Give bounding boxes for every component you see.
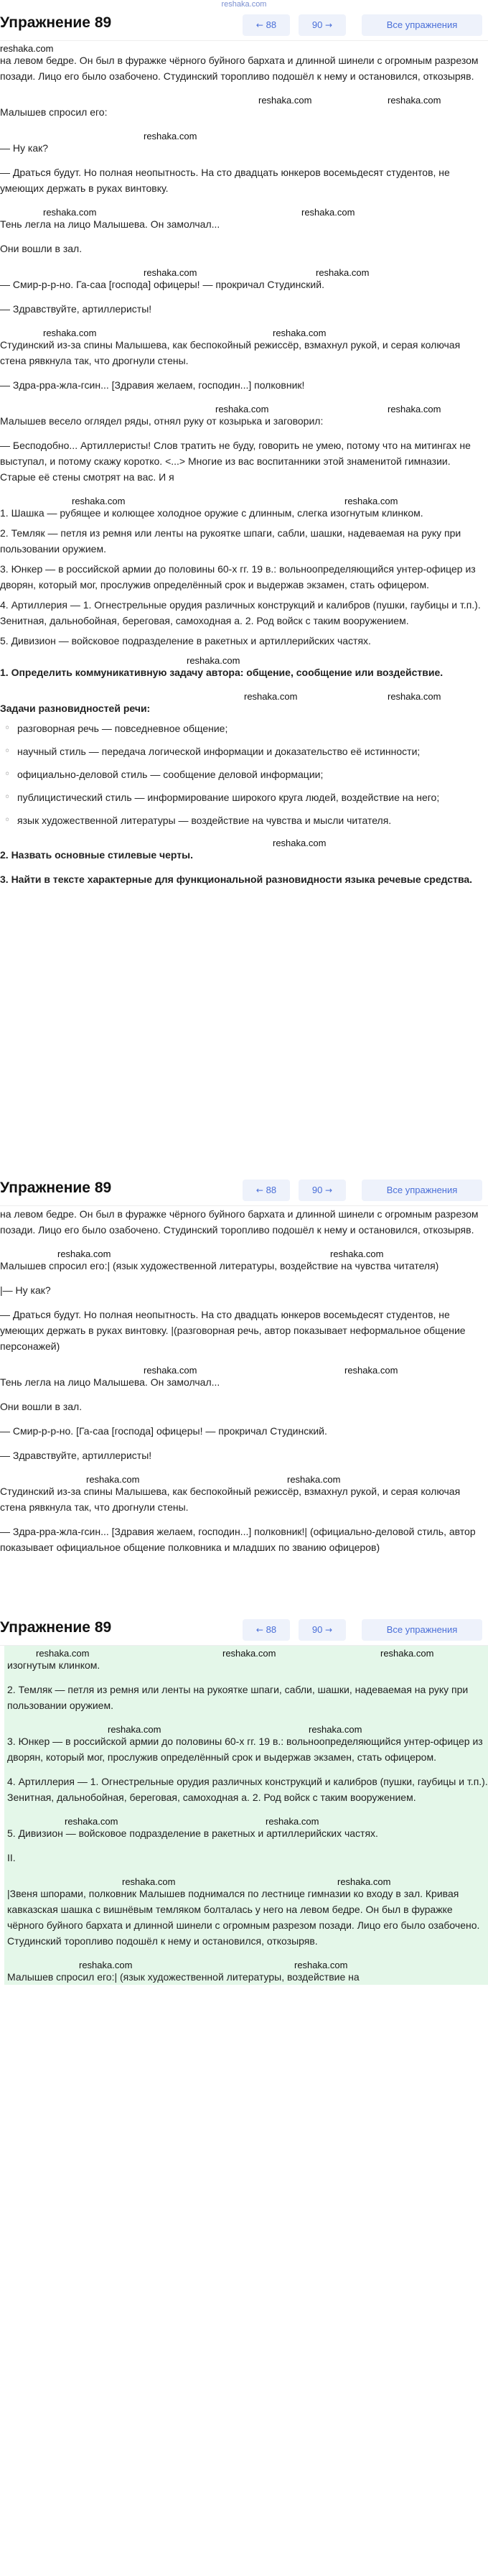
paragraph: Они вошли в зал. bbox=[0, 243, 83, 254]
page-title: Упражнение 89 bbox=[0, 1619, 112, 1636]
paragraph: Малышев спросил его: bbox=[0, 106, 108, 118]
all-exercises-button[interactable]: Все упражнения bbox=[362, 1619, 482, 1641]
next-exercise-button[interactable]: 90 → bbox=[299, 14, 346, 36]
footnote: 2. Темляк — петля из ремня или ленты на рукоятке шпаги, сабли, шашки, надеваемая на руку при пользовании оружием. bbox=[0, 527, 461, 555]
paragraph: II. bbox=[7, 1852, 16, 1863]
paragraph: Студинский из-за спины Малышева, как беспокойный режиссёр, взмахнул рукой, и серая колючая стена рявкнула так, что дрогнули стены. bbox=[0, 339, 461, 366]
watermark: reshaka.com bbox=[79, 1960, 133, 1970]
paragraph: Они вошли в зал. bbox=[0, 1401, 83, 1412]
watermark: reshaka.com bbox=[222, 1648, 276, 1659]
footnote: 4. Артиллерия — 1. Огнестрельные орудия различных конструкций и калибров (пушки, гаубицы и т.п.). Зенитная, дальнобойная, береговая, самоходная а. 2. Род войск с таким вооружением. bbox=[0, 599, 481, 626]
paragraph: на левом бедре. Он был в фуражке чёрного буйного бархата и длинной шинели с огромным разрезом позади. Лицо его было озабочено. Студинский торопливо подошёл к нему и остановился, откозыряв. bbox=[0, 55, 479, 82]
exercise-highlighted-text bbox=[4, 1646, 488, 1985]
prev-exercise-button[interactable]: ← 88 bbox=[243, 1619, 290, 1641]
paragraph: — Драться будут. Но полная неопытность. На сто двадцать юнкеров восемьдесят студентов, не умеющих держать в руках винтовку. bbox=[0, 167, 450, 194]
watermark: reshaka.com bbox=[43, 207, 97, 218]
arrow-left-icon: ← bbox=[255, 1185, 263, 1195]
site-url[interactable]: reshaka.com bbox=[221, 0, 267, 9]
watermark: reshaka.com bbox=[330, 1248, 384, 1259]
watermark: reshaka.com bbox=[294, 1960, 348, 1970]
footnote: 3. Юнкер — в российской армии до половины 60-х гг. 19 в.: вольноопределяющийся унтер-офицер из дворян, который мог, прослужив определённый срок и выдержав экзамен, стать офицером. bbox=[0, 563, 476, 590]
task-2: 2. Назвать основные стилевые черты. bbox=[0, 849, 193, 861]
watermark: reshaka.com bbox=[244, 691, 298, 702]
arrow-right-icon: → bbox=[325, 1185, 333, 1195]
paragraph: |Звеня шпорами, полковник Малышев поднимался по лестнице гимназии ко входу в зал. Кривая кавказская шашка с вишнёвым темляком болталась у него на левом бедре. Он был в фуражке чёрного буйного бархата и длинной шинели с огромным разрезом позади. Лицо его было озабочено. Студинский торопливо подошёл к нему и остановился, откозыряв. bbox=[7, 1888, 480, 1947]
paragraph: — Ну как? bbox=[0, 142, 49, 154]
watermark: reshaka.com bbox=[122, 1876, 176, 1887]
watermark: reshaka.com bbox=[258, 95, 312, 106]
watermark: reshaka.com bbox=[316, 267, 370, 278]
screenshot-section-1 bbox=[0, 10, 488, 1174]
watermark: reshaka.com bbox=[388, 95, 441, 106]
page-title: Упражнение 89 bbox=[0, 14, 112, 31]
watermark: reshaka.com bbox=[187, 655, 240, 666]
paragraph: на левом бедре. Он был в фуражке чёрного буйного бархата и длинной шинели с огромным разрезом позади. Лицо его было озабочено. Студинский торопливо подошёл к нему и остановился, откозыряв. bbox=[0, 1208, 479, 1236]
watermark: reshaka.com bbox=[301, 207, 355, 218]
paragraph: изогнутым клинком. bbox=[7, 1659, 100, 1671]
watermark: reshaka.com bbox=[380, 1648, 434, 1659]
watermark: reshaka.com bbox=[144, 131, 197, 142]
watermark: reshaka.com bbox=[36, 1648, 90, 1659]
paragraph: Студинский из-за спины Малышева, как беспокойный режиссёр, взмахнул рукой, и серая колючая стена рявкнула так, что дрогнули стены. bbox=[0, 1486, 461, 1513]
paragraph: — Смир-р-р-но. [Га-саа [господа] офицеры! — прокричал Студинский. bbox=[0, 1425, 327, 1437]
watermark: reshaka.com bbox=[65, 1816, 118, 1827]
paragraph: Малышев весело оглядел ряды, отнял руку от козырька и заговорил: bbox=[0, 415, 324, 427]
next-exercise-button[interactable]: 90 → bbox=[299, 1619, 346, 1641]
all-exercises-button[interactable]: Все упражнения bbox=[362, 1180, 482, 1201]
list-item: ◦ официально-деловой стиль — сообщение деловой информации; bbox=[17, 766, 488, 782]
all-exercises-button[interactable]: Все упражнения bbox=[362, 14, 482, 36]
watermark: reshaka.com bbox=[72, 496, 126, 506]
arrow-right-icon: → bbox=[325, 1625, 333, 1635]
list-item: ◦ разговорная речь — повседневное общение; bbox=[17, 721, 488, 736]
list-item: ◦ публицистический стиль — информирование широкого круга людей, воздействие на него; bbox=[17, 789, 488, 805]
exercise-text bbox=[0, 41, 488, 887]
prev-exercise-button[interactable]: ← 88 bbox=[243, 1180, 290, 1201]
watermark: reshaka.com bbox=[86, 1474, 140, 1485]
watermark: reshaka.com bbox=[57, 1248, 111, 1259]
exercise-header bbox=[0, 1615, 488, 1646]
paragraph: Тень легла на лицо Малышева. Он замолчал... bbox=[0, 1376, 220, 1388]
page-title: Упражнение 89 bbox=[0, 1180, 112, 1196]
exercise-answer-text bbox=[0, 1206, 488, 1555]
watermark: reshaka.com bbox=[215, 404, 269, 414]
watermark: reshaka.com bbox=[0, 43, 54, 54]
paragraph: |— Ну как? bbox=[0, 1284, 51, 1296]
paragraph: Малышев спросил его:| (язык художественной литературы, воздействие на чувства читателя) bbox=[0, 1260, 439, 1271]
footnote: 5. Дивизион — войсковое подразделение в ракетных и артиллерийских частях. bbox=[0, 635, 371, 647]
paragraph: Малышев спросил его:| (язык художественной литературы, воздействие на bbox=[7, 1971, 360, 1983]
watermark: reshaka.com bbox=[344, 496, 398, 506]
paragraph: — Здравствуйте, артиллеристы! bbox=[0, 303, 152, 315]
paragraph: Тень легла на лицо Малышева. Он замолчал... bbox=[0, 218, 220, 230]
arrow-left-icon: ← bbox=[255, 20, 263, 30]
paragraph: — Здравствуйте, артиллеристы! bbox=[0, 1450, 152, 1461]
watermark: reshaka.com bbox=[287, 1474, 341, 1485]
exercise-header bbox=[0, 1175, 488, 1206]
watermark: reshaka.com bbox=[144, 1365, 197, 1376]
paragraph: 5. Дивизион — войсковое подразделение в ракетных и артиллерийских частях. bbox=[7, 1827, 378, 1839]
watermark: reshaka.com bbox=[388, 404, 441, 414]
paragraph: 2. Темляк — петля из ремня или ленты на рукоятке шпаги, сабли, шашки, надеваемая на руку при пользовании оружием. bbox=[7, 1684, 469, 1711]
footnote: 1. Шашка — рубящее и колющее холодное оружие с длинным, слегка изогнутым клинком. bbox=[0, 507, 423, 519]
list-item: ◦ язык художественной литературы — воздействие на чувства и мысли читателя. bbox=[17, 812, 488, 828]
watermark: reshaka.com bbox=[273, 328, 327, 338]
arrow-right-icon: → bbox=[325, 20, 333, 30]
task-1: 1. Определить коммуникативную задачу автора: общение, сообщение или воздействие. bbox=[0, 667, 444, 678]
screenshot-section-2 bbox=[0, 1175, 488, 1613]
paragraph: — Смир-р-р-но. Га-саа [господа] офицеры! — прокричал Студинский. bbox=[0, 279, 324, 290]
watermark: reshaka.com bbox=[273, 838, 327, 848]
watermark: reshaka.com bbox=[43, 328, 97, 338]
watermark: reshaka.com bbox=[309, 1724, 362, 1735]
paragraph: 3. Юнкер — в российской армии до половины 60-х гг. 19 в.: вольноопределяющийся унтер-офицер из дворян, который мог, прослужив определённый срок и выдержав экзамен, стать офицером. bbox=[7, 1736, 483, 1763]
watermark: reshaka.com bbox=[266, 1816, 319, 1827]
paragraph: — Здра-рра-жла-гсин... [Здравия желаем, господин...] полковник!| (официально-деловой стиль, автор показывает официальное общение полковника и младших по званию офицеров) bbox=[0, 1526, 476, 1553]
paragraph: — Здра-рра-жла-гсин... [Здравия желаем, господин...] полковник! bbox=[0, 379, 305, 391]
next-exercise-button[interactable]: 90 → bbox=[299, 1180, 346, 1201]
watermark: reshaka.com bbox=[144, 267, 197, 278]
paragraph: — Бесподобно... Артиллеристы! Слов тратить не буду, говорить не умею, потому что на митингах не выступал, и потому скажу коротко. <...> Многие из вас воспитанники этой знаменитой гимназии. Старые её стены смотрят на вас. И я bbox=[0, 440, 471, 483]
watermark: reshaka.com bbox=[344, 1365, 398, 1376]
watermark: reshaka.com bbox=[108, 1724, 161, 1735]
exercise-header bbox=[0, 10, 488, 41]
paragraph: 4. Артиллерия — 1. Огнестрельные орудия различных конструкций и калибров (пушки, гаубицы и т.п.). Зенитная, дальнобойная, береговая, самоходная а. 2. Род войск с таким вооружением. bbox=[7, 1776, 488, 1803]
task-3: 3. Найти в тексте характерные для функциональной разновидности языка речевые средства. bbox=[0, 874, 473, 885]
prev-exercise-button[interactable]: ← 88 bbox=[243, 14, 290, 36]
watermark: reshaka.com bbox=[388, 691, 441, 702]
screenshot-section-3 bbox=[0, 1615, 488, 2576]
paragraph: — Драться будут. Но полная неопытность. На сто двадцать юнкеров восемьдесят студентов, не умеющих держать в руках винтовку. |(разговорная речь, автор показывает неформальное общение персонажей) bbox=[0, 1309, 466, 1352]
styles-heading: Задачи разновидностей речи: bbox=[0, 703, 151, 714]
styles-list bbox=[0, 721, 488, 828]
arrow-left-icon: ← bbox=[255, 1625, 263, 1635]
watermark: reshaka.com bbox=[337, 1876, 391, 1887]
list-item: ◦ научный стиль — передача логической информации и доказательство её истинности; bbox=[17, 743, 488, 759]
